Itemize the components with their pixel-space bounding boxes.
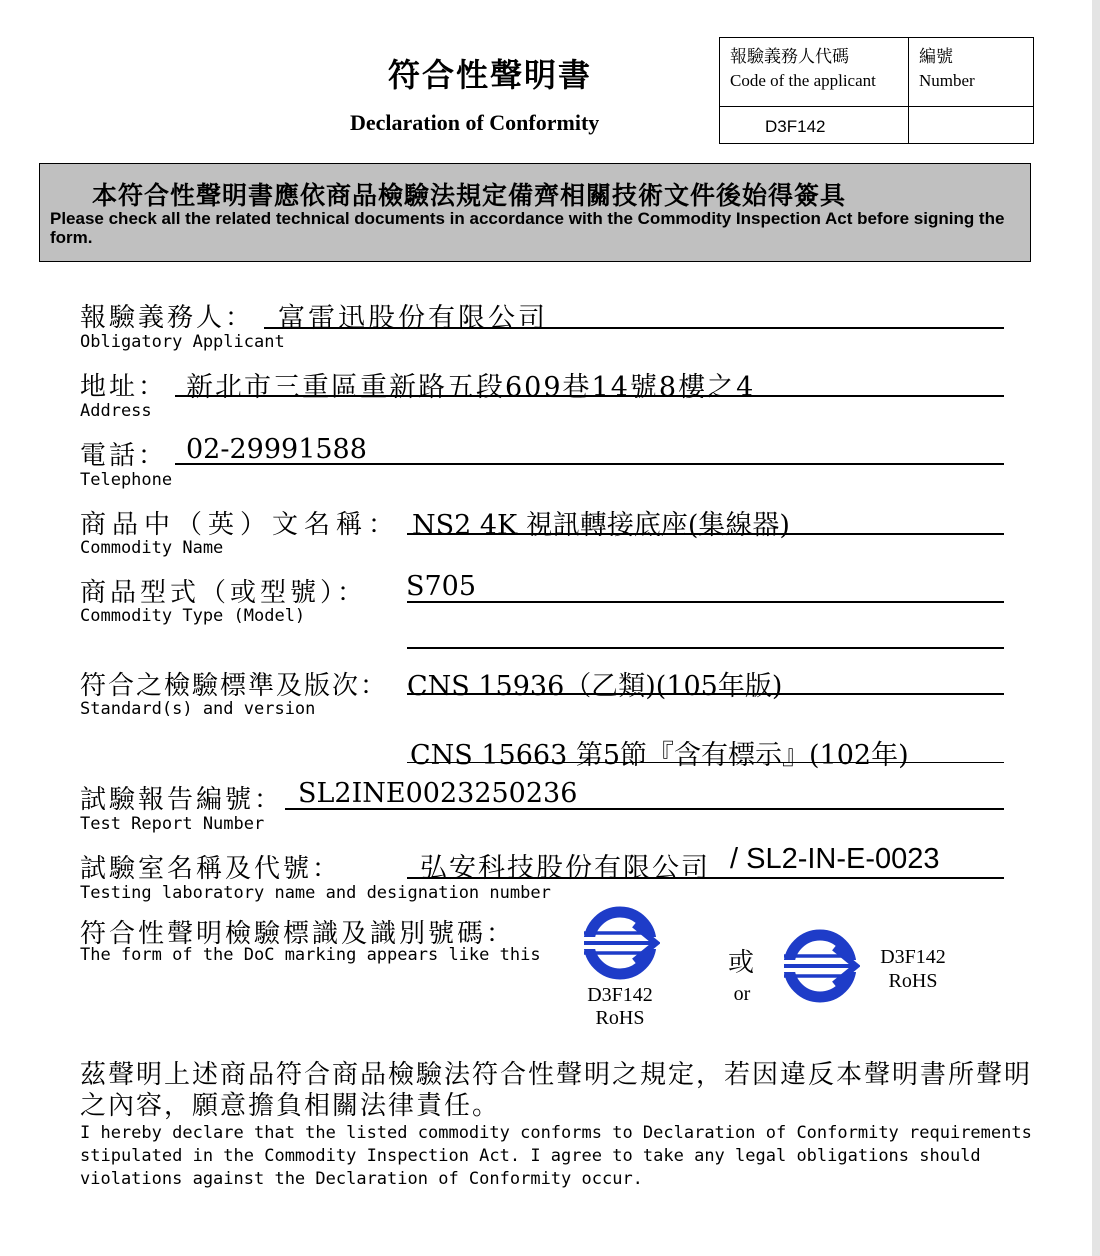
commodity-type-label-en: Commodity Type (Model) [80, 606, 306, 626]
commodity-name-underline [407, 533, 1004, 535]
standards-label-en: Standard(s) and version [80, 699, 316, 719]
standards-label-zh: 符合之檢驗標準及版次： [80, 671, 389, 701]
applicant-label-en: Obligatory Applicant [80, 332, 285, 352]
title-zh: 符合性聲明書 [388, 56, 593, 94]
commodity-name-label-zh: 商品中（英）文名稱： [80, 510, 401, 540]
code-box [719, 37, 1034, 144]
notice-box [39, 163, 1031, 262]
test-report-label-zh: 試驗報告編號： [80, 785, 284, 815]
test-report-label-en: Test Report Number [80, 814, 265, 834]
mark2-code: D3F142 [880, 946, 946, 968]
or-zh: 或 [728, 948, 755, 978]
telephone-label-en: Telephone [80, 470, 173, 490]
address-value: 新北市三重區重新路五段609巷14號8樓之4 [186, 372, 756, 403]
address-label-en: Address [80, 401, 152, 421]
telephone-underline [175, 463, 1004, 465]
notice-zh: 本符合性聲明書應依商品檢驗法規定備齊相關技術文件後始得簽具 [92, 181, 847, 210]
standards-underline-2 [407, 762, 1004, 763]
telephone-value: 02-29991588 [186, 434, 367, 465]
applicant-code-label: 報驗義務人代碼 Code of the applicant [720, 38, 909, 107]
mark2-rohs: RoHS [888, 970, 938, 992]
lab-underline [407, 877, 1004, 879]
applicant-code-value-cell [720, 107, 909, 144]
applicant-value: 富雷迅股份有限公司 [278, 303, 548, 334]
number-value-cell [909, 107, 1034, 144]
commodity-name-label-en: Commodity Name [80, 538, 224, 558]
test-report-value: SL2INE0023250236 [298, 778, 578, 809]
lab-value-zh: 弘安科技股份有限公司 [420, 853, 710, 884]
marking-label-zh: 符合性聲明檢驗標識及識別號碼： [80, 919, 516, 949]
mark1-code: D3F142 [587, 984, 653, 1006]
applicant-label-zh: 報驗義務人： [80, 303, 255, 333]
declaration-zh: 茲聲明上述商品符合商品檢驗法符合性聲明之規定，若因違反本聲明書所聲明之內容，願意擔負相關法律責任。 [80, 1060, 1033, 1121]
commodity-inspection-mark-icon-2 [780, 926, 860, 1006]
commodity-type-value: S705 [406, 571, 477, 602]
telephone-label-zh: 電話： [80, 441, 168, 471]
lab-label-en: Testing laboratory name and designation number [80, 883, 551, 903]
declaration-en: I hereby declare that the listed commodity conforms to Declaration of Conformity requirements stipulated in the Commodity Inspection Act. I agree to take any legal obligations should violations against the Declaration of Conformity occur. [80, 1123, 1032, 1189]
standards-value-2: CNS 15663 第5節『含有標示』(102年) [410, 740, 909, 771]
marking-label-en: The form of the DoC marking appears like this [80, 945, 541, 965]
lab-label-zh: 試驗室名稱及代號： [80, 854, 342, 884]
standards-underline-1 [407, 693, 1004, 695]
lab-value-code: / SL2-IN-E-0023 [730, 843, 940, 875]
commodity-type-underline-2 [407, 647, 1004, 649]
commodity-inspection-mark-icon [580, 903, 660, 983]
notice-en: Please check all the related technical documents in accordance with the Commodity Inspection Act before signing the form. [50, 209, 1005, 247]
applicant-code-value: D3F142 [765, 117, 826, 136]
test-report-underline [285, 808, 1004, 810]
commodity-type-underline [407, 601, 1004, 603]
commodity-name-value: NS2 4K 視訊轉接底座(集線器) [412, 510, 790, 541]
address-underline [175, 395, 1004, 397]
standards-value-1: CNS 15936（乙類)(105年版) [407, 671, 783, 702]
mark1-rohs: RoHS [595, 1007, 645, 1029]
title-en: Declaration of Conformity [350, 110, 600, 135]
address-label-zh: 地址： [80, 372, 168, 402]
or-en: or [733, 983, 751, 1005]
applicant-underline [264, 327, 1004, 329]
number-label: 編號 Number [909, 38, 1034, 107]
commodity-type-label-zh: 商品型式（或型號）： [80, 578, 368, 608]
page-edge [1092, 0, 1100, 1256]
